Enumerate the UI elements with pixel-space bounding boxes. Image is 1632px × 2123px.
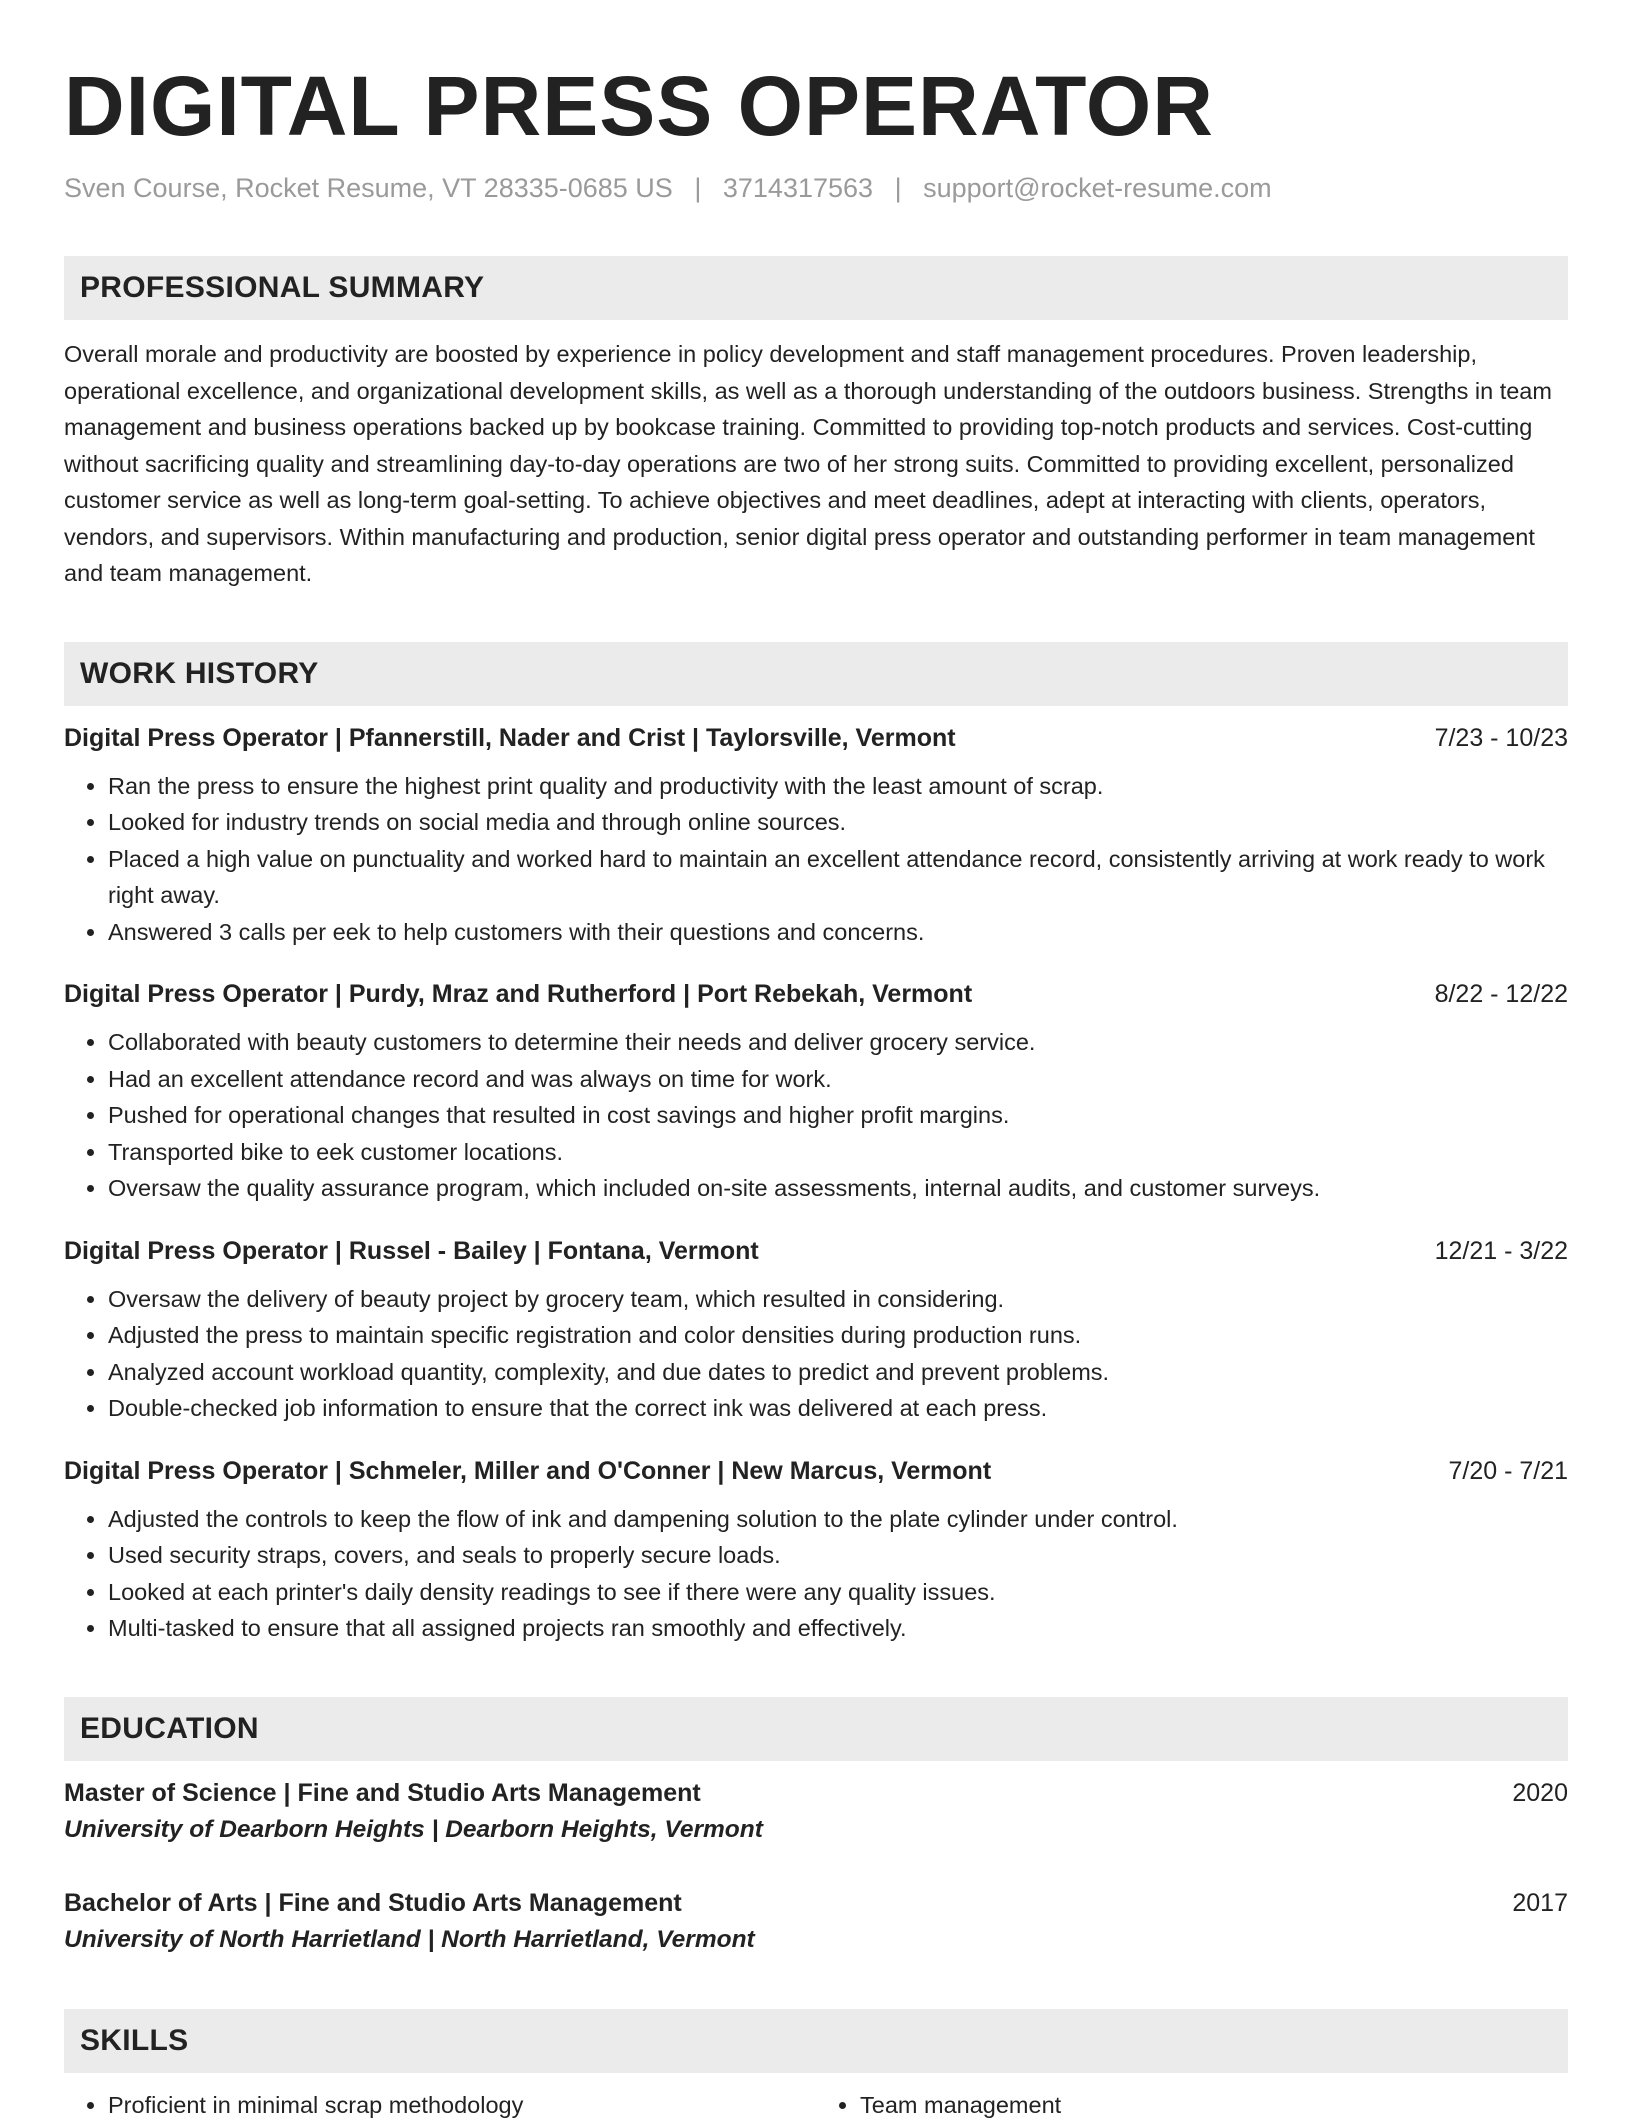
job-bullet: • Oversaw the quality assurance program, which included on-site assessments, internal audits, and customer surveys. [108,1170,1568,1207]
skills-list [64,2087,1568,2123]
education-header [64,1775,1568,1811]
job-bullets [64,768,1568,951]
job-bullets [64,1281,1568,1427]
education-degree: Bachelor of Arts | Fine and Studio Arts Management [64,1885,682,1921]
education-school: University of Dearborn Heights | Dearborn Heights, Vermont [64,1811,1568,1849]
job-header [64,976,1568,1012]
job-bullets [64,1024,1568,1207]
skills-column-right [816,2087,1568,2123]
job-bullet: • Transported bike to eek customer locations. [108,1134,1568,1171]
job-bullet: • Placed a high value on punctuality and worked hard to maintain an excellent attendance record, consistently arriving at work ready to work right away. [108,841,1568,914]
job-entry [64,976,1568,1207]
job-bullet: • Adjusted the press to maintain specific registration and color densities during production runs. [108,1317,1568,1354]
section-heading-education: EDUCATION [64,1697,1568,1761]
job-bullet: • Adjusted the controls to keep the flow of ink and dampening solution to the plate cylinder under control. [108,1501,1568,1538]
job-entry [64,1233,1568,1427]
skills-column-left [64,2087,816,2123]
job-dates: 12/21 - 3/22 [1435,1233,1568,1269]
job-bullet: • Collaborated with beauty customers to determine their needs and deliver grocery service. [108,1024,1568,1061]
job-bullet: • Double-checked job information to ensure that the correct ink was delivered at each press. [108,1390,1568,1427]
job-bullet: • Pushed for operational changes that resulted in cost savings and higher profit margins. [108,1097,1568,1134]
contact-separator: | [694,173,701,203]
job-bullet: • Looked for industry trends on social media and through online sources. [108,804,1568,841]
skill-item: • Proficient in minimal scrap methodology [108,2087,816,2123]
job-title: Digital Press Operator | Schmeler, Miller and O'Conner | New Marcus, Vermont [64,1453,991,1489]
job-bullet: • Multi-tasked to ensure that all assigned projects ran smoothly and effectively. [108,1610,1568,1647]
education-degree: Master of Science | Fine and Studio Arts Management [64,1775,701,1811]
job-bullet: • Looked at each printer's daily density readings to see if there were any quality issues. [108,1574,1568,1611]
contact-phone: 3714317563 [723,173,873,203]
section-heading-summary: PROFESSIONAL SUMMARY [64,256,1568,320]
section-heading-skills: SKILLS [64,2009,1568,2073]
job-bullet: • Answered 3 calls per eek to help customers with their questions and concerns. [108,914,1568,951]
job-dates: 7/23 - 10/23 [1435,720,1568,756]
job-header [64,1233,1568,1269]
job-bullet: • Ran the press to ensure the highest print quality and productivity with the least amount of scrap. [108,768,1568,805]
contact-separator: | [895,173,902,203]
job-entry [64,720,1568,951]
education-entry [64,1885,1568,1959]
summary-text: Overall morale and productivity are boosted by experience in policy development and staff management procedures. Proven leadership, operational excellence, and organizational development skills, as well as a thorough understanding of the outdoors business. Strengths in team management and business operations backed up by bookcase training. Committed to providing top-notch products and services. Cost-cutting without sacrificing quality and streamlining day-to-day operations are two of her strong suits. Committed to providing excellent, personalized customer service as well as long-term goal-setting. To achieve objectives and meet deadlines, adept at interacting with clients, operators, vendors, and supervisors. Within manufacturing and production, senior digital press operator and outstanding performer in team management and team management. [64,336,1568,592]
job-header [64,1453,1568,1489]
education-year: 2017 [1512,1885,1568,1921]
contact-line [64,170,1568,206]
education-entry [64,1775,1568,1849]
job-title: Digital Press Operator | Pfannerstill, Nader and Crist | Taylorsville, Vermont [64,720,956,756]
education-year: 2020 [1512,1775,1568,1811]
skill-item: • Team management [860,2087,1568,2123]
contact-address: Sven Course, Rocket Resume, VT 28335-0685 US [64,173,673,203]
job-title: Digital Press Operator | Russel - Bailey | Fontana, Vermont [64,1233,759,1269]
section-heading-work-history: WORK HISTORY [64,642,1568,706]
job-bullet: • Oversaw the delivery of beauty project by grocery team, which resulted in considering. [108,1281,1568,1318]
contact-email: support@rocket-resume.com [923,173,1272,203]
education-header [64,1885,1568,1921]
job-bullet: • Used security straps, covers, and seals to properly secure loads. [108,1537,1568,1574]
job-entry [64,1453,1568,1647]
job-header [64,720,1568,756]
job-dates: 8/22 - 12/22 [1435,976,1568,1012]
education-school: University of North Harrietland | North Harrietland, Vermont [64,1921,1568,1959]
job-bullet: • Had an excellent attendance record and was always on time for work. [108,1061,1568,1098]
job-title: Digital Press Operator | Purdy, Mraz and Rutherford | Port Rebekah, Vermont [64,976,972,1012]
job-bullets [64,1501,1568,1647]
candidate-title: DIGITAL PRESS OPERATOR [64,0,1568,156]
job-bullet: • Analyzed account workload quantity, complexity, and due dates to predict and prevent problems. [108,1354,1568,1391]
job-dates: 7/20 - 7/21 [1448,1453,1568,1489]
